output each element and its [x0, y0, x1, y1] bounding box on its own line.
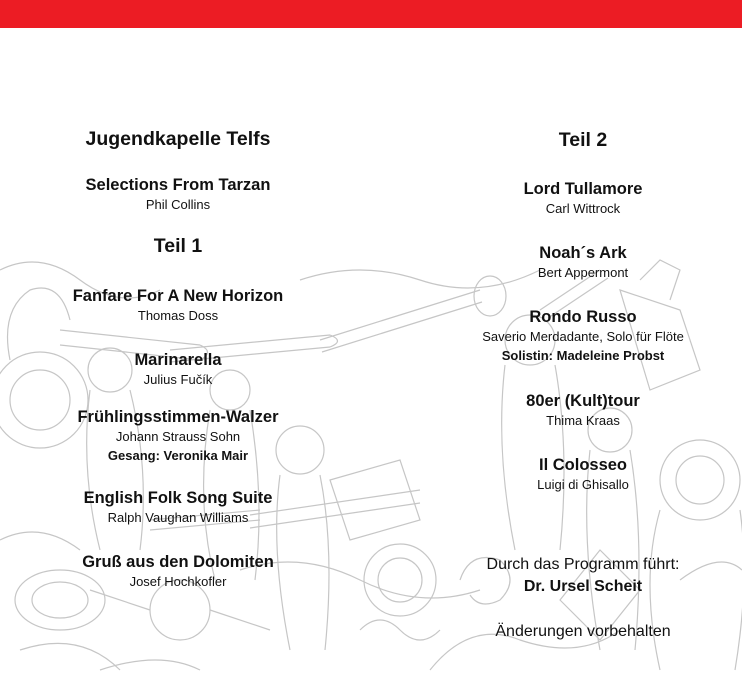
program-item: [423, 179, 742, 217]
piece-soloist: Gesang: Veronika Mair: [107, 448, 249, 463]
host-label: Durch das Programm führt:: [486, 556, 680, 573]
program-item: [423, 455, 742, 493]
piece-title: Il Colosseo: [538, 456, 628, 474]
piece-composer: Bert Appermont: [537, 265, 629, 280]
program-item: [423, 243, 742, 281]
program-item: [18, 286, 338, 324]
piece-composer: Carl Wittrock: [545, 201, 621, 216]
part-heading: Teil 2: [558, 129, 608, 151]
piece-composer: Johann Strauss Sohn: [115, 429, 241, 444]
disclaimer: Änderungen vorbehalten: [495, 623, 671, 640]
piece-composer: Thima Kraas: [546, 413, 620, 428]
piece-title: English Folk Song Suite: [83, 489, 273, 507]
right-column: [423, 0, 742, 680]
piece-composer: Luigi di Ghisallo: [537, 477, 629, 492]
piece-composer: Julius Fučík: [143, 372, 213, 387]
program-item: [18, 407, 338, 464]
piece-soloist: Solistin: Madeleine Probst: [501, 348, 665, 363]
piece-title: Noah´s Ark: [539, 244, 627, 262]
program-item: [18, 552, 338, 590]
piece-title: 80er (Kult)tour: [526, 392, 640, 410]
host-name: Dr. Ursel Scheit: [523, 578, 643, 595]
piece-title: Lord Tullamore: [523, 180, 643, 198]
left-column: [18, 0, 338, 680]
program-item: [423, 391, 742, 429]
piece-title: Marinarella: [134, 351, 222, 369]
piece-composer: Saverio Merdadante, Solo für Flöte: [482, 329, 684, 344]
ensemble-heading: Jugendkapelle Telfs: [85, 128, 271, 150]
piece-title: Selections From Tarzan: [85, 176, 271, 194]
piece-title: Gruß aus den Dolomiten: [82, 553, 274, 571]
piece-composer: Thomas Doss: [137, 308, 219, 323]
program-item: [18, 350, 338, 388]
piece-title: Fanfare For A New Horizon: [72, 287, 284, 305]
program-item: [18, 175, 338, 213]
piece-composer: Ralph Vaughan Williams: [107, 510, 249, 525]
program-item: [18, 488, 338, 526]
program-item: [423, 307, 742, 364]
piece-composer: Phil Collins: [145, 197, 211, 212]
piece-title: Frühlingsstimmen-Walzer: [77, 408, 279, 426]
piece-title: Rondo Russo: [529, 308, 637, 326]
piece-composer: Josef Hochkofler: [129, 574, 227, 589]
part-heading: Teil 1: [153, 235, 203, 257]
